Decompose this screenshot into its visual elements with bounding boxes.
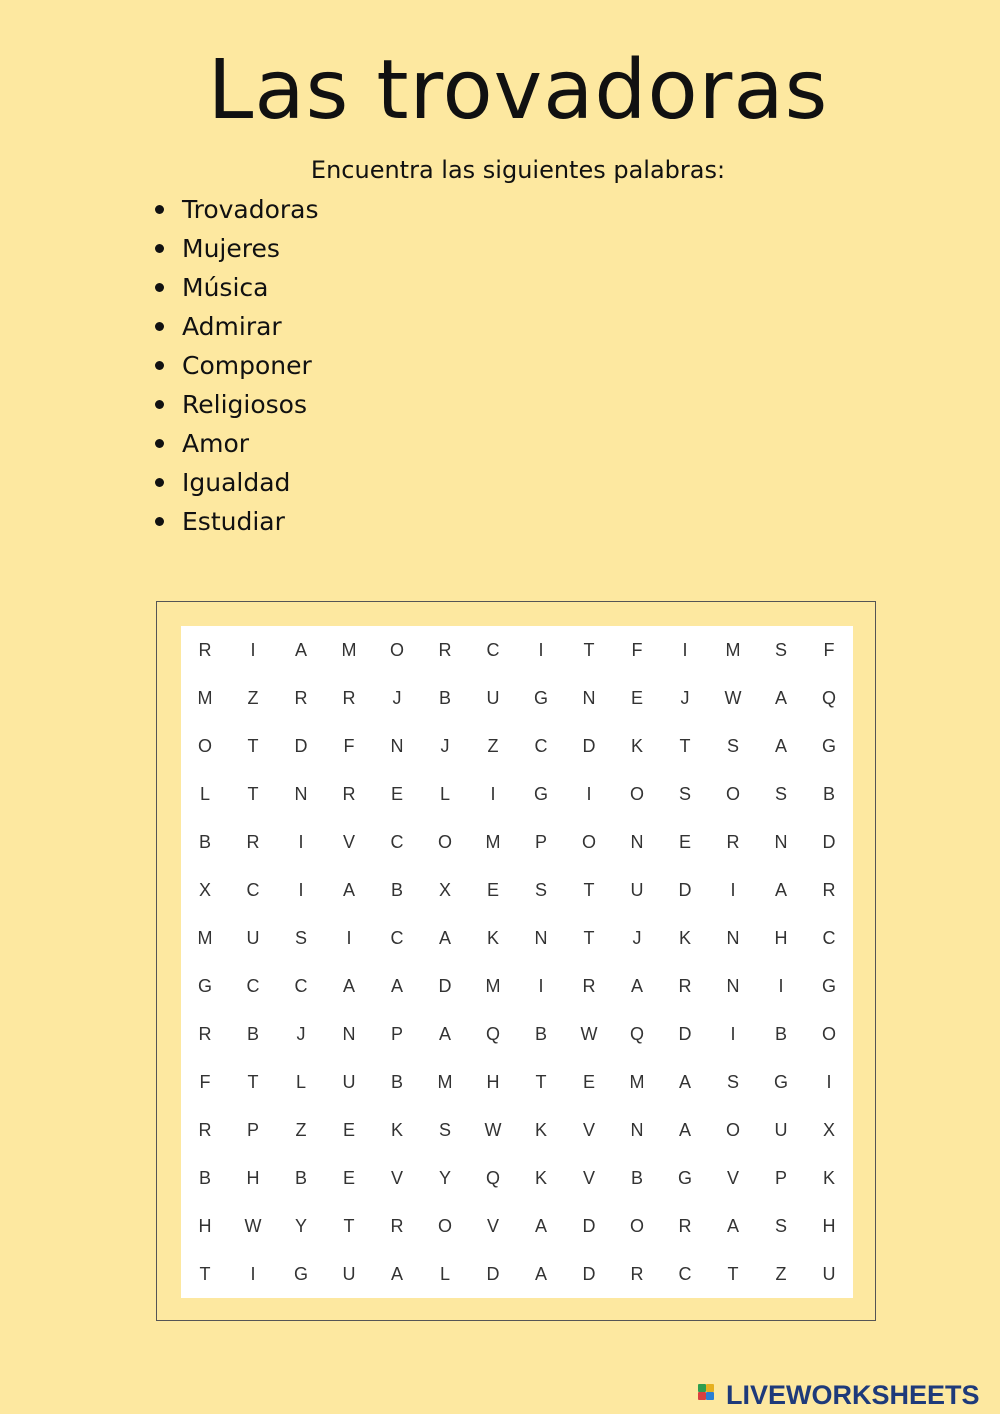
- grid-cell[interactable]: E: [630, 688, 643, 708]
- grid-cell[interactable]: D: [582, 1216, 596, 1236]
- grid-cell[interactable]: J: [392, 688, 402, 708]
- grid-cell[interactable]: V: [486, 1216, 499, 1236]
- grid-cell[interactable]: V: [582, 1120, 595, 1140]
- grid-cell[interactable]: M: [197, 688, 213, 708]
- grid-cell[interactable]: I: [826, 1072, 832, 1092]
- word-search-board: [181, 626, 853, 1298]
- grid-cell[interactable]: J: [440, 736, 450, 756]
- grid-cell[interactable]: G: [293, 1264, 308, 1284]
- grid-cell[interactable]: N: [726, 976, 740, 996]
- word-list: [155, 190, 319, 541]
- grid-cell[interactable]: D: [678, 1024, 692, 1044]
- grid-cell[interactable]: B: [246, 1024, 259, 1044]
- grid-cell[interactable]: A: [774, 688, 787, 708]
- grid-cell[interactable]: N: [726, 928, 740, 948]
- bullet-icon: [155, 205, 164, 214]
- grid-cell[interactable]: Y: [294, 1216, 307, 1236]
- grid-cell[interactable]: R: [294, 688, 308, 708]
- grid-cell[interactable]: M: [629, 1072, 645, 1092]
- grid-cell[interactable]: X: [198, 880, 211, 900]
- grid-cell[interactable]: F: [631, 640, 643, 660]
- grid-cell[interactable]: A: [678, 1072, 691, 1092]
- bullet-icon: [155, 244, 164, 253]
- grid-cell[interactable]: P: [534, 832, 547, 852]
- grid-cell[interactable]: D: [438, 976, 452, 996]
- grid-cell[interactable]: H: [486, 1072, 500, 1092]
- grid-cell[interactable]: A: [438, 1024, 451, 1044]
- grid-cell[interactable]: H: [822, 1216, 836, 1236]
- grid-cell[interactable]: L: [439, 784, 450, 804]
- bullet-icon: [155, 400, 164, 409]
- grid-cell[interactable]: A: [630, 976, 643, 996]
- grid-cell[interactable]: O: [437, 832, 452, 852]
- grid-cell[interactable]: C: [822, 928, 836, 948]
- grid-cell[interactable]: G: [821, 976, 836, 996]
- grid-cell[interactable]: C: [246, 976, 260, 996]
- grid-cell[interactable]: R: [342, 688, 356, 708]
- grid-cell[interactable]: N: [342, 1024, 356, 1044]
- grid-cell[interactable]: T: [535, 1072, 547, 1092]
- grid-cell[interactable]: T: [583, 928, 595, 948]
- grid-cell[interactable]: O: [629, 784, 644, 804]
- logo-square: [706, 1392, 714, 1400]
- word-list-item: [155, 190, 319, 229]
- grid-cell[interactable]: C: [390, 928, 404, 948]
- grid-cell[interactable]: R: [342, 784, 356, 804]
- grid-cell[interactable]: K: [390, 1120, 403, 1140]
- grid-cell[interactable]: S: [294, 928, 307, 948]
- grid-cell[interactable]: T: [199, 1264, 211, 1284]
- grid-cell[interactable]: I: [250, 1264, 256, 1284]
- grid-cell[interactable]: P: [246, 1120, 259, 1140]
- grid-cell[interactable]: C: [390, 832, 404, 852]
- word-label: Igualdad: [182, 468, 291, 497]
- grid-cell[interactable]: R: [582, 976, 596, 996]
- grid-cell[interactable]: T: [343, 1216, 355, 1236]
- grid-cell[interactable]: A: [678, 1120, 691, 1140]
- grid-cell[interactable]: R: [390, 1216, 404, 1236]
- grid-cell[interactable]: A: [534, 1216, 547, 1236]
- word-label: Admirar: [182, 312, 282, 341]
- grid-cell[interactable]: S: [774, 1216, 787, 1236]
- word-list-item: [155, 463, 319, 502]
- grid-cell[interactable]: O: [629, 1216, 644, 1236]
- grid-cell[interactable]: Z: [487, 736, 499, 756]
- word-label: Mujeres: [182, 234, 280, 263]
- grid-cell[interactable]: W: [724, 688, 742, 708]
- grid-cell[interactable]: O: [389, 640, 404, 660]
- grid-cell[interactable]: S: [534, 880, 547, 900]
- grid-cell[interactable]: Y: [438, 1168, 451, 1188]
- grid-cell[interactable]: D: [294, 736, 308, 756]
- grid-cell[interactable]: O: [725, 1120, 740, 1140]
- grid-cell[interactable]: R: [726, 832, 740, 852]
- word-label: Religiosos: [182, 390, 307, 419]
- grid-cell[interactable]: Z: [247, 688, 259, 708]
- grid-cell[interactable]: K: [486, 928, 499, 948]
- word-label: Música: [182, 273, 269, 302]
- grid-cell[interactable]: N: [582, 688, 596, 708]
- grid-cell[interactable]: J: [632, 928, 642, 948]
- grid-cell[interactable]: N: [630, 832, 644, 852]
- grid-cell[interactable]: U: [342, 1072, 356, 1092]
- grid-cell[interactable]: S: [678, 784, 691, 804]
- grid-cell[interactable]: J: [296, 1024, 306, 1044]
- grid-cell[interactable]: V: [726, 1168, 739, 1188]
- grid-cell[interactable]: D: [822, 832, 836, 852]
- grid-cell[interactable]: H: [774, 928, 788, 948]
- grid-cell[interactable]: V: [390, 1168, 403, 1188]
- page-title: Las trovadoras: [207, 43, 829, 138]
- grid-cell[interactable]: P: [774, 1168, 787, 1188]
- grid-cell[interactable]: W: [580, 1024, 598, 1044]
- grid-cell[interactable]: C: [678, 1264, 692, 1284]
- bullet-icon: [155, 361, 164, 370]
- grid-cell[interactable]: E: [342, 1120, 355, 1140]
- grid-cell[interactable]: A: [294, 640, 307, 660]
- grid-cell[interactable]: B: [438, 688, 451, 708]
- grid-cell[interactable]: L: [439, 1264, 450, 1284]
- grid-cell[interactable]: N: [294, 784, 308, 804]
- word-label: Amor: [182, 429, 250, 458]
- grid-cell[interactable]: N: [630, 1120, 644, 1140]
- grid-cell[interactable]: I: [538, 976, 544, 996]
- bullet-icon: [155, 322, 164, 331]
- grid-cell[interactable]: A: [726, 1216, 739, 1236]
- grid-cell[interactable]: M: [197, 928, 213, 948]
- grid-cell[interactable]: I: [298, 880, 304, 900]
- grid-cell[interactable]: A: [390, 976, 403, 996]
- grid-cell[interactable]: V: [342, 832, 355, 852]
- grid-cell[interactable]: E: [486, 880, 499, 900]
- grid-cell[interactable]: I: [778, 976, 784, 996]
- grid-cell[interactable]: F: [823, 640, 835, 660]
- word-label: Componer: [182, 351, 312, 380]
- grid-cell[interactable]: I: [490, 784, 496, 804]
- grid-cell[interactable]: E: [582, 1072, 595, 1092]
- instructions: Encuentra las siguientes palabras:: [310, 156, 726, 184]
- bullet-icon: [155, 517, 164, 526]
- grid-cell[interactable]: C: [294, 976, 308, 996]
- liveworksheets-logo-icon: [698, 1380, 722, 1410]
- grid-cell[interactable]: B: [390, 880, 403, 900]
- grid-cell[interactable]: D: [582, 1264, 596, 1284]
- grid-cell[interactable]: I: [730, 880, 736, 900]
- bullet-icon: [155, 478, 164, 487]
- grid-cell[interactable]: O: [725, 784, 740, 804]
- grid-cell[interactable]: V: [582, 1168, 595, 1188]
- grid-cell[interactable]: M: [485, 832, 501, 852]
- grid-cell[interactable]: I: [682, 640, 688, 660]
- word-list-item: [155, 424, 319, 463]
- grid-cell[interactable]: R: [678, 976, 692, 996]
- grid-cell[interactable]: R: [198, 1120, 212, 1140]
- bullet-icon: [155, 283, 164, 292]
- grid-cell[interactable]: X: [822, 1120, 835, 1140]
- grid-cell[interactable]: T: [583, 640, 595, 660]
- grid-cell[interactable]: B: [198, 832, 211, 852]
- grid-cell[interactable]: G: [533, 784, 548, 804]
- grid-cell[interactable]: F: [199, 1072, 211, 1092]
- grid-cell[interactable]: C: [246, 880, 260, 900]
- grid-cell[interactable]: G: [677, 1168, 692, 1188]
- grid-cell[interactable]: E: [678, 832, 691, 852]
- grid-cell[interactable]: N: [534, 928, 548, 948]
- grid-cell[interactable]: W: [484, 1120, 502, 1140]
- grid-cell[interactable]: L: [295, 1072, 306, 1092]
- grid-cell[interactable]: B: [822, 784, 835, 804]
- grid-cell[interactable]: N: [774, 832, 788, 852]
- grid-cell[interactable]: R: [678, 1216, 692, 1236]
- logo-square: [698, 1392, 706, 1400]
- grid-cell[interactable]: S: [774, 640, 787, 660]
- grid-cell[interactable]: C: [534, 736, 548, 756]
- grid-cell[interactable]: A: [438, 928, 451, 948]
- logo-square: [706, 1384, 714, 1392]
- grid-cell[interactable]: U: [246, 928, 260, 948]
- grid-cell[interactable]: U: [774, 1120, 788, 1140]
- grid-cell[interactable]: T: [247, 1072, 259, 1092]
- grid-cell[interactable]: A: [342, 976, 355, 996]
- grid-cell[interactable]: Q: [821, 688, 836, 708]
- grid-cell[interactable]: D: [582, 736, 596, 756]
- grid-cell[interactable]: I: [586, 784, 592, 804]
- grid-cell[interactable]: B: [294, 1168, 307, 1188]
- grid-cell[interactable]: G: [197, 976, 212, 996]
- grid-cell[interactable]: N: [390, 736, 404, 756]
- logo-square: [698, 1384, 706, 1392]
- grid-cell[interactable]: K: [534, 1168, 547, 1188]
- grid-cell[interactable]: A: [534, 1264, 547, 1284]
- grid-cell[interactable]: U: [342, 1264, 356, 1284]
- grid-cell[interactable]: M: [725, 640, 741, 660]
- grid-cell[interactable]: M: [341, 640, 357, 660]
- grid-cell[interactable]: Q: [485, 1024, 500, 1044]
- grid-cell[interactable]: C: [486, 640, 500, 660]
- grid-cell[interactable]: Z: [775, 1264, 787, 1284]
- grid-cell[interactable]: L: [199, 784, 210, 804]
- grid-cell[interactable]: B: [774, 1024, 787, 1044]
- grid-cell[interactable]: J: [680, 688, 690, 708]
- grid-cell[interactable]: I: [346, 928, 352, 948]
- grid-cell[interactable]: T: [247, 736, 259, 756]
- grid-cell[interactable]: I: [250, 640, 256, 660]
- grid-cell[interactable]: K: [678, 928, 691, 948]
- grid-cell[interactable]: H: [198, 1216, 212, 1236]
- grid-cell[interactable]: U: [822, 1264, 836, 1284]
- grid-cell[interactable]: H: [246, 1168, 260, 1188]
- grid-cell[interactable]: R: [630, 1264, 644, 1284]
- word-list-item: [155, 268, 319, 307]
- grid-cell[interactable]: T: [679, 736, 691, 756]
- grid-cell[interactable]: R: [438, 640, 452, 660]
- footer-logo: [698, 1378, 980, 1412]
- word-list-item: [155, 307, 319, 346]
- grid-cell[interactable]: A: [774, 736, 787, 756]
- grid-cell[interactable]: F: [343, 736, 355, 756]
- grid-cell[interactable]: G: [773, 1072, 788, 1092]
- grid-cell[interactable]: K: [630, 736, 643, 756]
- grid-cell[interactable]: K: [822, 1168, 835, 1188]
- grid-cell[interactable]: D: [678, 880, 692, 900]
- grid-cell[interactable]: X: [438, 880, 451, 900]
- grid-cell[interactable]: Z: [295, 1120, 307, 1140]
- grid-cell[interactable]: P: [390, 1024, 403, 1044]
- grid-cell[interactable]: O: [581, 832, 596, 852]
- grid-cell[interactable]: B: [534, 1024, 547, 1044]
- grid-cell[interactable]: T: [727, 1264, 739, 1284]
- grid-cell[interactable]: S: [726, 1072, 739, 1092]
- grid-cell[interactable]: R: [198, 640, 212, 660]
- logo-text: LIVEWORKSHEETS: [726, 1379, 980, 1410]
- grid-cell[interactable]: U: [486, 688, 500, 708]
- grid-cell[interactable]: U: [630, 880, 644, 900]
- grid-cell[interactable]: I: [298, 832, 304, 852]
- grid-cell[interactable]: Q: [629, 1024, 644, 1044]
- word-search-grid: [181, 626, 853, 1298]
- grid-cell[interactable]: I: [730, 1024, 736, 1044]
- grid-cell[interactable]: A: [342, 880, 355, 900]
- grid-cell[interactable]: M: [437, 1072, 453, 1092]
- grid-cell[interactable]: O: [197, 736, 212, 756]
- grid-cell[interactable]: T: [247, 784, 259, 804]
- grid-cell[interactable]: D: [486, 1264, 500, 1284]
- grid-cell[interactable]: T: [583, 880, 595, 900]
- grid-cell[interactable]: A: [774, 880, 787, 900]
- grid-cell[interactable]: S: [438, 1120, 451, 1140]
- word-label: Trovadoras: [182, 195, 319, 224]
- word-list-item: [155, 346, 319, 385]
- grid-cell[interactable]: S: [726, 736, 739, 756]
- grid-cell[interactable]: W: [244, 1216, 262, 1236]
- grid-cell[interactable]: O: [437, 1216, 452, 1236]
- grid-cell[interactable]: E: [390, 784, 403, 804]
- grid-cell[interactable]: K: [534, 1120, 547, 1140]
- grid-cell[interactable]: R: [198, 1024, 212, 1044]
- grid-cell[interactable]: O: [821, 1024, 836, 1044]
- grid-cell[interactable]: B: [630, 1168, 643, 1188]
- bullet-icon: [155, 439, 164, 448]
- word-list-item: [155, 385, 319, 424]
- grid-cell[interactable]: B: [198, 1168, 211, 1188]
- grid-cell[interactable]: R: [822, 880, 836, 900]
- word-label: Estudiar: [182, 507, 285, 536]
- grid-cell[interactable]: G: [533, 688, 548, 708]
- word-list-item: [155, 502, 319, 541]
- grid-cell[interactable]: M: [485, 976, 501, 996]
- grid-cell[interactable]: A: [390, 1264, 403, 1284]
- grid-cell[interactable]: Q: [485, 1168, 500, 1188]
- grid-cell[interactable]: B: [390, 1072, 403, 1092]
- word-list-item: [155, 229, 319, 268]
- grid-cell[interactable]: I: [538, 640, 544, 660]
- grid-cell[interactable]: E: [342, 1168, 355, 1188]
- grid-cell[interactable]: R: [246, 832, 260, 852]
- grid-cell[interactable]: G: [821, 736, 836, 756]
- grid-cell[interactable]: S: [774, 784, 787, 804]
